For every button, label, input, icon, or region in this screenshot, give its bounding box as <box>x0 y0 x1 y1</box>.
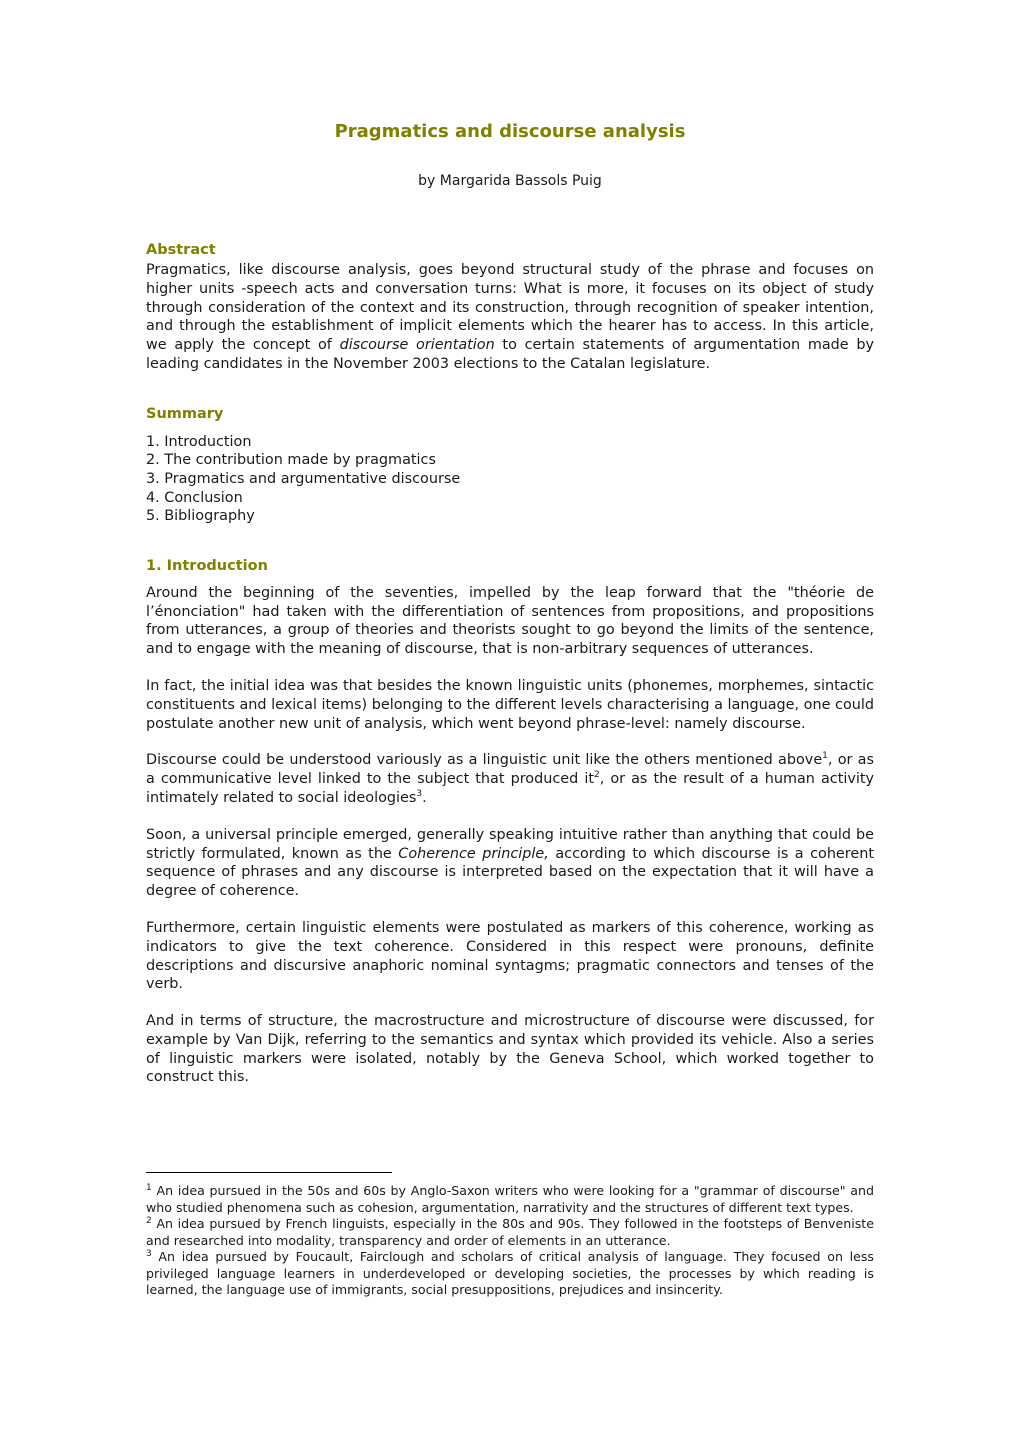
footnote-2: $^2$ An idea pursued by French linguists, especially in the 80s and 90s. They followed in the footsteps of Benveniste and researched into modality, transparency and order of elements in an utterance. <box>146 1216 874 1248</box>
page-title: Pragmatics and discourse analysis <box>334 121 686 142</box>
intro-paragraph-4: Soon, a universal principle emerged, generally speaking intuitive rather than anything that could be strictly formulated, known as the Coherence principle, according to which discourse is a coherent sequence of phrases and any discourse is interpreted based on the expectation that it will have a degree of coherence. <box>146 826 875 900</box>
coherence-principle-term: Coherence principle, <box>398 845 549 862</box>
summary-list <box>146 433 874 526</box>
intro-paragraph-1: Around the beginning of the seventies, impelled by the leap forward that the "théorie de l’énonciation" had taken with the differentiation of sentences from propositions, and propositions from utterances, a group of theories and theorists sought to go beyond the limits of the sentence, and to engage with the meaning of discourse, that is non-arbitrary sequences of utterances. <box>146 584 874 658</box>
footnote-1: $^1$ An idea pursued in the 50s and 60s by Anglo-Saxon writers who were looking for a "grammar of discourse" and who studied phenomena such as cohesion, argumentation, narrativity and the structures of different text types. <box>146 1183 874 1215</box>
summary-heading: Summary <box>146 405 224 422</box>
footnote-3: $^3$ An idea pursued by Foucault, Fairclough and scholars of critical analysis of language. They focused on less privileged language learners in underdeveloped or developing societies, the processes by which reading is learned, the language use of immigrants, social presuppositions, prejudices and insincerity. <box>146 1249 874 1297</box>
footnote-ref-3: 3 <box>416 788 423 799</box>
summary-item: 3. Pragmatics and argumentative discourse <box>146 470 461 487</box>
footnote-ref-2: 2 <box>593 770 600 781</box>
summary-item: 2. The contribution made by pragmatics <box>146 452 436 469</box>
intro-paragraph-2: In fact, the initial idea was that besides the known linguistic units (phonemes, morphemes, sintactic constituents and lexical items) belonging to the different levels characterising a language, one could postulate another new unit of analysis, which went beyond phrase-level: namely discourse. <box>146 677 874 732</box>
footnote-ref-1: 1 <box>822 751 828 762</box>
abstract-emphasis: discourse orientation <box>339 337 495 354</box>
main-content <box>146 120 874 1087</box>
summary-item: 1. Introduction <box>146 433 252 450</box>
footnotes <box>146 1172 874 1299</box>
intro-paragraph-6: And in terms of structure, the macrostructure and microstructure of discourse were discussed, for example by Van Dijk, referring to the semantics and syntax which provided its vehicle. Also a series of linguistic markers were isolated, notably by the Geneva School, which worked together to construct this. <box>146 1013 874 1086</box>
author-byline: by Margarida Bassols Puig <box>418 173 602 189</box>
intro-paragraph-5: Furthermore, certain linguistic elements were postulated as markers of this coherence, working as indicators to give the text coherence. Considered in this respect were pronouns, definite descriptions and discursive anaphoric nominal syntagms; pragmatic connectors and tenses of the verb. <box>146 919 874 993</box>
summary-item: 4. Conclusion <box>146 489 243 506</box>
abstract-paragraph: Pragmatics, like discourse analysis, goes beyond structural study of the phrase and focuses on higher units -speech acts and conversation turns: What is more, it focuses on its object of study through consideration of the context and its construction, through recognition of speaker intention, and through the establishment of implicit elements which the hearer has to access. In this article, we apply the concept of discourse orientation to certain statements of argumentation made by leading candidates in the November 2003 elections to the Catalan legislature. <box>146 262 875 372</box>
footnote-divider <box>146 1172 392 1173</box>
intro-paragraph-3: Discourse could be understood variously as a linguistic unit like the others mentioned above$^1$, or as a communicative level linked to the subject that produced $it^2$, or as the result of a human activity intimately related to social ideologies$^3$. <box>146 751 875 806</box>
abstract-heading: Abstract <box>146 242 216 258</box>
summary-item: 5. Bibliography <box>146 508 255 525</box>
introduction-heading: 1. Introduction <box>146 557 268 574</box>
